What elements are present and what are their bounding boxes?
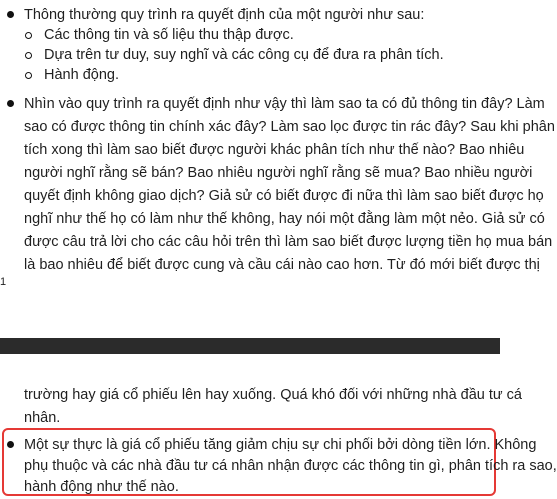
bullet-marker (7, 11, 14, 18)
paragraph-line: quyết định không giao dịch? Giả sử có biết được đi nữa thì làm sao biết được họ (24, 188, 544, 204)
page-number: 1 (0, 276, 7, 288)
paragraph-line: là bao nhiêu để biết được cung và cầu cái nào cao hơn. Từ đó mới biết được thị (24, 257, 540, 273)
sub-bullet-marker (25, 32, 32, 39)
paragraph-line: được câu trả lời cho các câu hỏi trên thì làm sao biết được lượng tiền họ mua bán (24, 234, 553, 250)
sub-bullet-text: Các thông tin và số liệu thu thập được. (44, 27, 294, 43)
paragraph-line: Nhìn vào quy trình ra quyết định như vậy thì làm sao ta có đủ thông tin đây? Làm (24, 96, 545, 112)
bullet-marker (7, 100, 14, 107)
sub-bullet-text: Hành động. (44, 67, 119, 83)
sub-bullet-marker (25, 52, 32, 59)
paragraph-line: nghĩ như thế họ có làm như thế không, hay nói một đằng làm một nẻo. Giả sử có (24, 211, 545, 227)
sub-bullet-marker (25, 72, 32, 79)
bullet-text: Thông thường quy trình ra quyết định của một người như sau: (24, 7, 425, 23)
paragraph-line: trường hay giá cổ phiếu lên hay xuống. Quá khó đối với những nhà đầu tư cá (24, 387, 522, 403)
highlighted-line: Một sự thực là giá cổ phiếu tăng giảm chịu sự chi phối bởi dòng tiền lớn. Không (24, 437, 537, 453)
highlighted-line: phụ thuộc và các nhà đầu tư cá nhân nhận được các thông tin gì, phân tích ra sao, (24, 458, 557, 474)
page-break-divider (0, 338, 500, 354)
paragraph-line: người nghĩ rằng sẽ bán? Bao nhiêu người nghĩ rằng sẽ mua? Bao nhiều người (24, 165, 533, 181)
paragraph-line: sao có được thông tin chính xác đây? Làm sao lọc được tin rác đây? Sau khi phân (24, 119, 555, 135)
paragraph-line: tích xong thì làm sao biết được người khác phân tích như thế nào? Bao nhiêu (24, 142, 525, 158)
highlighted-line: hành động như thế nào. (24, 479, 179, 495)
paragraph-line: nhân. (24, 410, 61, 426)
sub-bullet-text: Dựa trên tư duy, suy nghĩ và các công cụ để đưa ra phân tích. (44, 47, 444, 63)
bullet-marker (7, 441, 14, 448)
